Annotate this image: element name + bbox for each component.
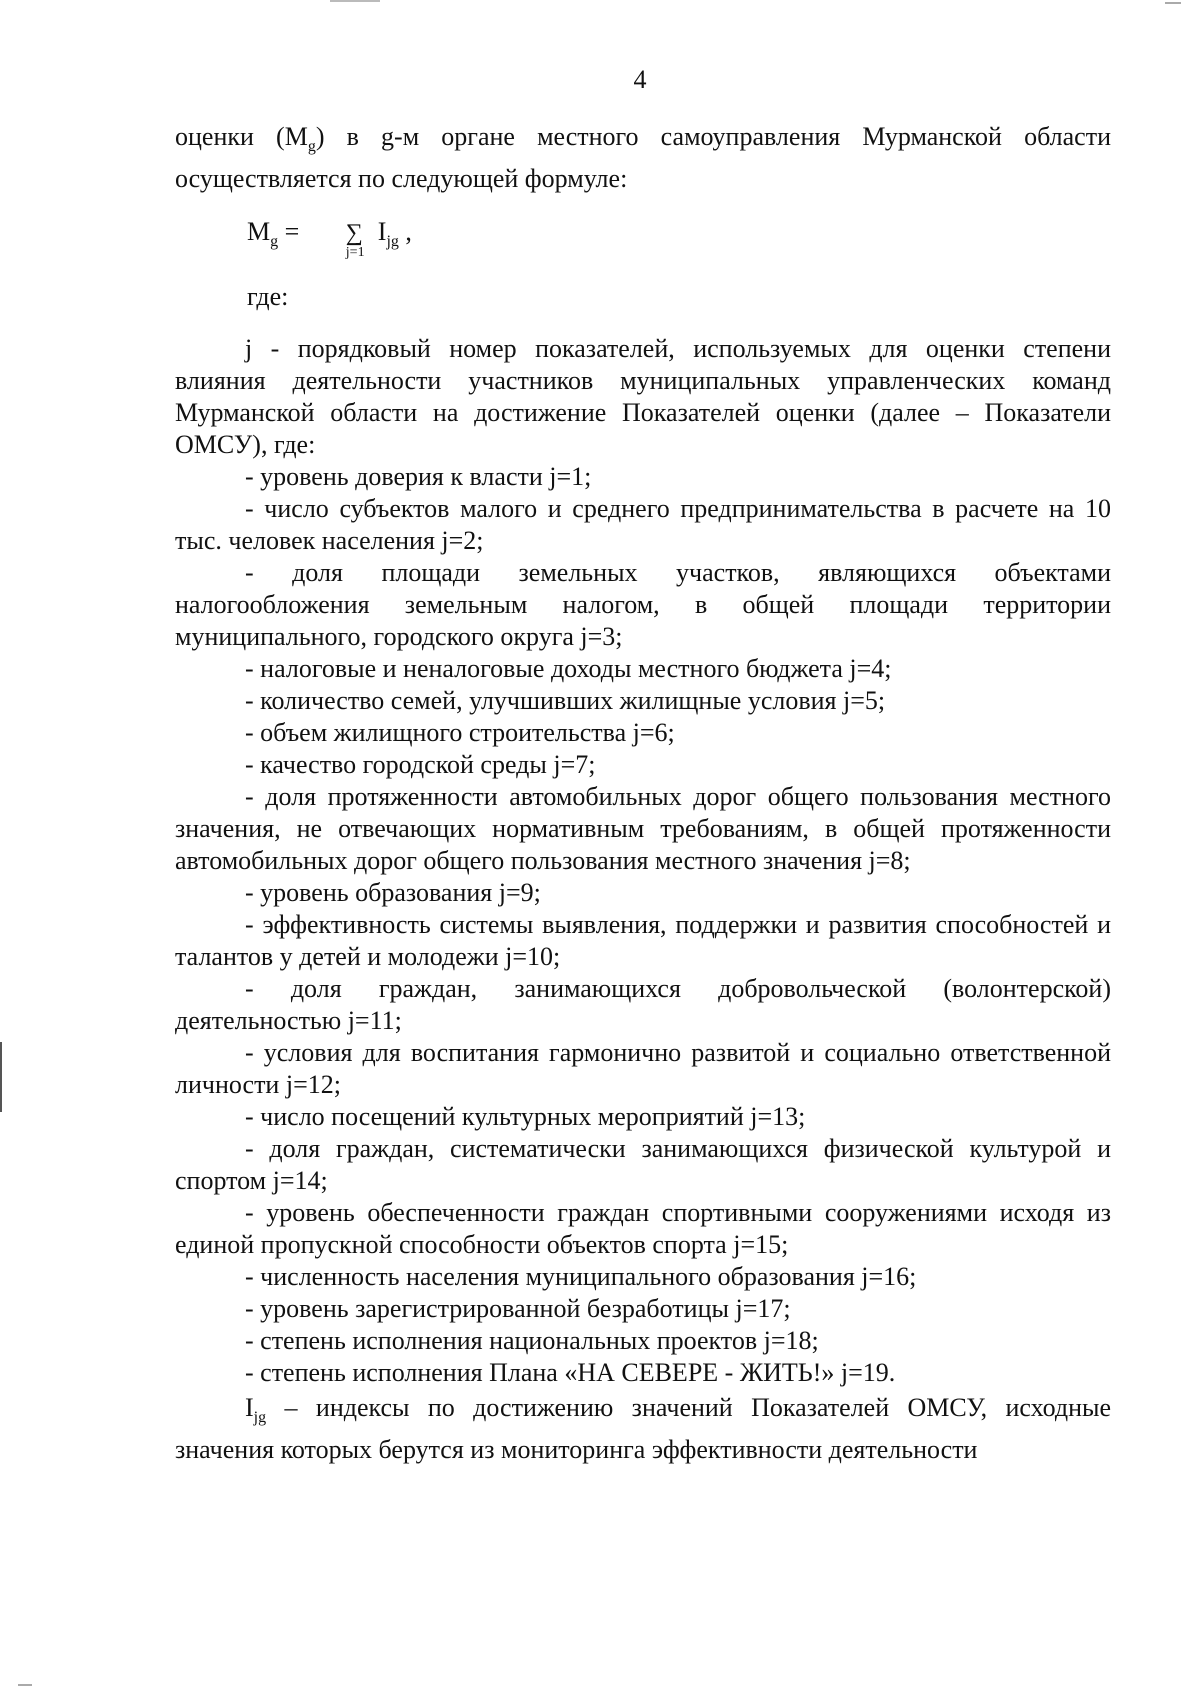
intro-text-start: оценки (M bbox=[175, 122, 308, 151]
indicator-item: - условия для воспитания гармонично развитой и социально ответственной личности j=12; bbox=[175, 1038, 1111, 1099]
formula-lhs-subscript: g bbox=[270, 233, 279, 250]
j-definition: j - порядковый номер показателей, используемых для оценки степени влияния деятельности участников муниципальных управленческих команд Мурманской области на достижение Показателей оценки (далее – Показатели ОМСУ), где: bbox=[175, 334, 1111, 459]
indicator-item: - уровень образования j=9; bbox=[245, 878, 541, 907]
indicator-item: - доля площади земельных участков, являющихся объектами налогообложения земельным налогом, в общей площади территории муниципального, городского округа j=3; bbox=[175, 558, 1111, 651]
formula-equals: = bbox=[278, 217, 300, 246]
sum-sign: ∑ bbox=[345, 220, 363, 246]
scan-speck bbox=[1165, 2, 1181, 4]
indicator-item: - уровень доверия к власти j=1; bbox=[245, 462, 592, 491]
indicator-item: - доля граждан, систематически занимающихся физической культурой и спортом j=14; bbox=[175, 1134, 1111, 1195]
intro-paragraph bbox=[175, 121, 1111, 195]
indicator-item: - степень исполнения национальных проектов j=18; bbox=[245, 1326, 819, 1355]
margin-mark bbox=[0, 1042, 2, 1112]
indicator-item: - доля протяженности автомобильных дорог общего пользования местного значения, не отвечающих нормативным требованиям, в общей протяженности автомобильных дорог общего пользования местного значения j=8; bbox=[175, 782, 1111, 875]
formula-term: I bbox=[377, 217, 387, 246]
ijg-subscript: jg bbox=[253, 1409, 267, 1427]
indicator-list bbox=[175, 461, 1111, 1389]
indicator-item: - степень исполнения Плана «НА СЕВЕРЕ - ЖИТЬ!» j=19. bbox=[245, 1358, 896, 1387]
formula-lhs: M bbox=[247, 217, 271, 246]
ijg-symbol: I bbox=[245, 1393, 254, 1422]
where-label: где: bbox=[247, 282, 289, 311]
page-number: 4 bbox=[633, 65, 647, 94]
sum-symbol-block bbox=[345, 217, 378, 260]
sum-lower-limit: j=1 bbox=[345, 245, 365, 260]
formula bbox=[247, 217, 412, 260]
indicator-item: - число субъектов малого и среднего предпринимательства в расчете на 10 тыс. человек населения j=2; bbox=[175, 494, 1111, 555]
indicator-item: - уровень обеспеченности граждан спортивными сооружениями исходя из единой пропускной способности объектов спорта j=15; bbox=[175, 1198, 1111, 1259]
indicator-item: - качество городской среды j=7; bbox=[245, 750, 596, 779]
body-text bbox=[175, 333, 1111, 1466]
indicator-item: - налоговые и неналоговые доходы местного бюджета j=4; bbox=[245, 654, 892, 683]
intro-text-end: ) в g-м органе местного самоуправления Мурманской области осуществляется по следующей формуле: bbox=[175, 122, 1111, 194]
intro-subscript: g bbox=[307, 138, 316, 156]
indicator-item: - эффективность системы выявления, поддержки и развития способностей и талантов у детей и молодежи j=10; bbox=[175, 910, 1111, 971]
indicator-item: - численность населения муниципального образования j=16; bbox=[245, 1262, 917, 1291]
indicator-item: - число посещений культурных мероприятий j=13; bbox=[245, 1102, 806, 1131]
indicator-item: - объем жилищного строительства j=6; bbox=[245, 718, 675, 747]
ijg-definition bbox=[175, 1392, 1111, 1466]
indicator-item: - доля граждан, занимающихся добровольческой (волонтерской) деятельностью j=11; bbox=[175, 974, 1111, 1035]
ijg-text: – индексы по достижению значений Показателей ОМСУ, исходные значения которых берутся из мониторинга эффективности деятельности bbox=[175, 1393, 1111, 1465]
formula-tail: , bbox=[398, 217, 412, 246]
scan-mark bbox=[330, 0, 380, 2]
formula-term-subscript: jg bbox=[386, 233, 399, 250]
indicator-item: - уровень зарегистрированной безработицы j=17; bbox=[245, 1294, 791, 1323]
scan-speck bbox=[18, 1684, 32, 1686]
indicator-item: - количество семей, улучшивших жилищные условия j=5; bbox=[245, 686, 886, 715]
